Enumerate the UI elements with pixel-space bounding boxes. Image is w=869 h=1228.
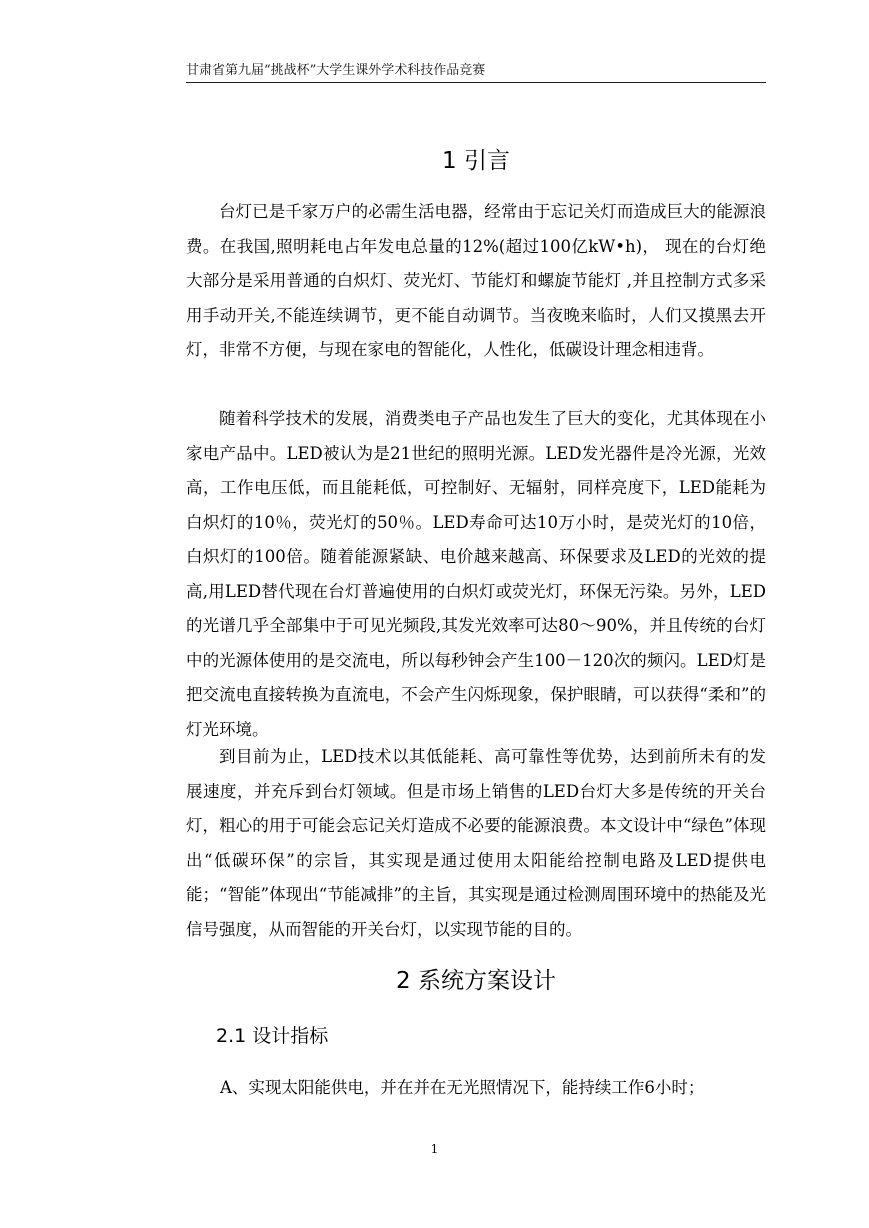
subsection-2-1-title: 2.1 设计指标 [216,1025,329,1047]
intro-paragraph-3: 到目前为止，LED技术以其低能耗、高可靠性等优势，达到前所未有的发展速度，并充斥到台灯领域。但是市场上销售的LED台灯大多是传统的开关台灯，粗心的用于可能会忘记关灯造成不必要的能源浪费。本文设计中“绿色”体现出“低碳环保”的宗旨，其实现是通过使用太阳能给控制电路及LED提供电能；“智能”体现出“节能减排”的主旨，其实现是通过检测周围环境中的热能及光信号强度，从而智能的开关台灯，以实现节能的目的。 [186,747,766,939]
section-1-title: 1 引言 [442,148,510,174]
running-header: 甘肃省第九届“挑战杯”大学生课外学术科技作品竞赛 [186,62,766,83]
intro-paragraph-2: 随着科学技术的发展，消费类电子产品也发生了巨大的变化，尤其体现在小家电产品中。LED被认为是21世纪的照明光源。LED发光器件是冷光源，光效高，工作电压低，而且能耗低，可控制好、无辐射，同样亮度下，LED能耗为白炽灯的10％，荧光灯的50％。LED寿命可达10万小时，是荧光灯的10倍，白炽灯的100倍。随着能源紧缺、电价越来越高、环保要求及LED的光效的提高,用LED替代现在台灯普遍使用的白炽灯或荧光灯，环保无污染。另外，LED的光谱几乎全部集中于可见光频段,其发光效率可达80～90%，并且传统的台灯中的光源体使用的是交流电，所以每秒钟会产生100－120次的频闪。LED灯是把交流电直接转换为直流电，不会产生闪烁现象，保护眼睛，可以获得“柔和”的灯光环境。 [186,409,766,739]
intro-paragraph-1: 台灯已是千家万户的必需生活电器，经常由于忘记关灯而造成巨大的能源浪费。在我国,照明耗电占年发电总量的12%(超过100亿kW•h)， 现在的台灯绝大部分是采用普通的白炽灯、荧光灯、节能灯和螺旋节能灯 ,并且控制方式多采用手动开关,不能连续调节，更不能自动调节。当夜晚来临时，人们又摸黑去开灯，非常不方便，与现在家电的智能化，人性化，低碳设计理念相违背。 [186,202,766,359]
section-2-title: 2 系统方案设计 [396,968,556,994]
design-spec-item-a: A、实现太阳能供电，并在并在无光照情况下，能持续工作6小时； [220,1078,705,1097]
page-number: 1 [430,1142,439,1156]
